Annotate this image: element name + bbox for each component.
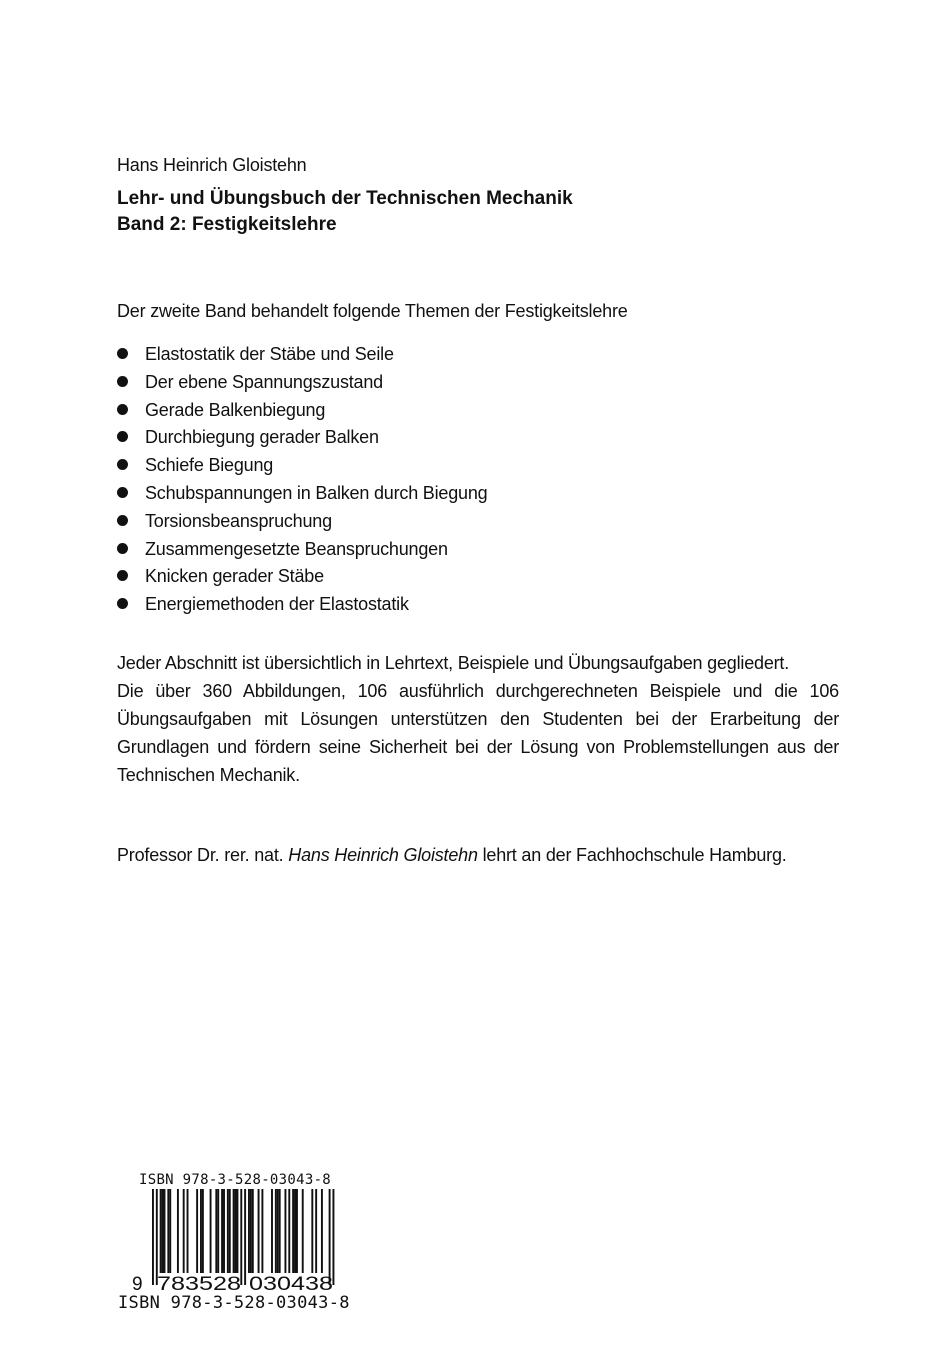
barcode (130, 1187, 350, 1291)
list-item (117, 564, 487, 592)
barcode-bar (187, 1189, 189, 1273)
barcode-guard-bar (244, 1189, 246, 1285)
list-item (117, 342, 487, 370)
barcode-bar (275, 1189, 277, 1273)
barcode-bar (227, 1189, 229, 1273)
isbn-barcode-label: ISBN 978-3-528-03043-8 (139, 1172, 332, 1188)
author-bio-suffix: lehrt an der Fachhochschule Hamburg. (482, 845, 787, 865)
author-bio (117, 845, 787, 866)
bullet-icon (117, 404, 128, 415)
barcode-bar (311, 1189, 313, 1273)
list-item (117, 592, 487, 620)
barcode-bar (236, 1189, 238, 1273)
barcode-bar (271, 1189, 273, 1273)
barcode-bar (296, 1189, 298, 1273)
list-item-label: Der ebene Spannungszustand (145, 371, 383, 392)
barcode-bar (321, 1189, 323, 1273)
barcode-bar (160, 1189, 162, 1273)
barcode-bar (210, 1189, 212, 1273)
list-item (117, 425, 487, 453)
barcode-bar (288, 1189, 290, 1273)
title-line-2: Band 2: Festigkeitslehre (117, 214, 337, 235)
barcode-bar (302, 1189, 304, 1273)
barcode-bar (315, 1189, 317, 1273)
barcode-bar (252, 1189, 254, 1273)
barcode-bar (223, 1189, 225, 1273)
barcode-bar (202, 1189, 204, 1273)
list-item (117, 398, 487, 426)
barcode-bar (183, 1189, 185, 1273)
list-item-label: Zusammengesetzte Beanspruchungen (145, 538, 448, 559)
barcode-bar (279, 1189, 281, 1273)
barcode-digit-first: 9 (132, 1274, 143, 1291)
barcode-bar (258, 1189, 260, 1273)
barcode-bar (294, 1189, 296, 1273)
title-line-1: Lehr- und Übungsbuch der Technischen Mechanik (117, 188, 573, 209)
barcode-guard-bar (329, 1189, 331, 1285)
bullet-icon (117, 348, 128, 359)
bullet-icon (117, 376, 128, 387)
description-line-1: Jeder Abschnitt ist übersichtlich in Lehrtext, Beispiele und Übungsaufgaben gegliedert. (117, 653, 790, 673)
barcode-bar (217, 1189, 219, 1273)
barcode-guard-bar (152, 1189, 154, 1285)
bullet-icon (117, 598, 128, 609)
barcode-bar (292, 1189, 294, 1273)
bullet-icon (117, 515, 128, 526)
barcode-bar (164, 1189, 166, 1273)
intro-text: Der zweite Band behandelt folgende Themen der Festigkeitslehre (117, 301, 628, 321)
bullet-icon (117, 431, 128, 442)
author-bio-prefix: Professor Dr. rer. nat. (117, 845, 284, 865)
barcode-digits-right: 030438 (249, 1274, 333, 1291)
barcode-bar (284, 1189, 286, 1273)
description (117, 649, 839, 789)
barcode-bar (233, 1189, 235, 1273)
barcode-bar (215, 1189, 217, 1273)
bullet-icon (117, 543, 128, 554)
list-item-label: Knicken gerader Stäbe (145, 566, 324, 587)
barcode-bar (250, 1189, 252, 1273)
barcode-guard-bar (240, 1189, 242, 1285)
list-item (117, 537, 487, 565)
barcode-bar (200, 1189, 202, 1273)
barcode-bar (196, 1189, 198, 1273)
list-item (117, 481, 487, 509)
barcode-guard-bar (156, 1189, 158, 1285)
list-item (117, 453, 487, 481)
list-item-label: Elastostatik der Stäbe und Seile (145, 344, 394, 364)
barcode-bar (162, 1189, 164, 1273)
bullet-icon (117, 570, 128, 581)
list-item-label: Torsionsbeanspruchung (145, 510, 332, 531)
author-name: Hans Heinrich Gloistehn (117, 155, 307, 175)
barcode-bar (261, 1189, 263, 1273)
barcode-digits-left: 783528 (157, 1274, 241, 1291)
barcode-bar (277, 1189, 279, 1273)
list-item (117, 370, 487, 398)
barcode-bar (169, 1189, 171, 1273)
barcode-bar (248, 1189, 250, 1273)
description-paragraph: Die über 360 Abbildungen, 106 ausführlich durchgerechneten Beispiele und die 106 Übungsaufgaben mit Lösungen unterstützen den Studenten bei der Erarbeitung der Grundlagen und fördern seine Sicherheit bei der Lösung von Problemstellungen aus der Technischen Mechanik. (117, 681, 839, 785)
barcode-bar (229, 1189, 231, 1273)
barcode-bar (235, 1189, 237, 1273)
list-item-label: Gerade Balkenbiegung (145, 399, 326, 420)
list-item-label: Durchbiegung gerader Balken (145, 427, 379, 448)
list-item-label: Schiefe Biegung (145, 455, 274, 476)
list-item (117, 509, 487, 537)
isbn-number: ISBN 978-3-528-03043-8 (118, 1293, 350, 1313)
barcode-bars (152, 1189, 334, 1285)
topic-list (117, 342, 487, 620)
barcode-guard-bar (332, 1189, 334, 1285)
list-item-label: Energiemethoden der Elastostatik (145, 594, 409, 615)
author-bio-name: Hans Heinrich Gloistehn (288, 845, 478, 865)
barcode-bar (167, 1189, 169, 1273)
list-item-label: Schubspannungen in Balken durch Biegung (145, 482, 488, 503)
barcode-bar (221, 1189, 223, 1273)
book-title (117, 186, 573, 238)
barcode-bar (177, 1189, 179, 1273)
bullet-icon (117, 459, 128, 470)
bullet-icon (117, 487, 128, 498)
